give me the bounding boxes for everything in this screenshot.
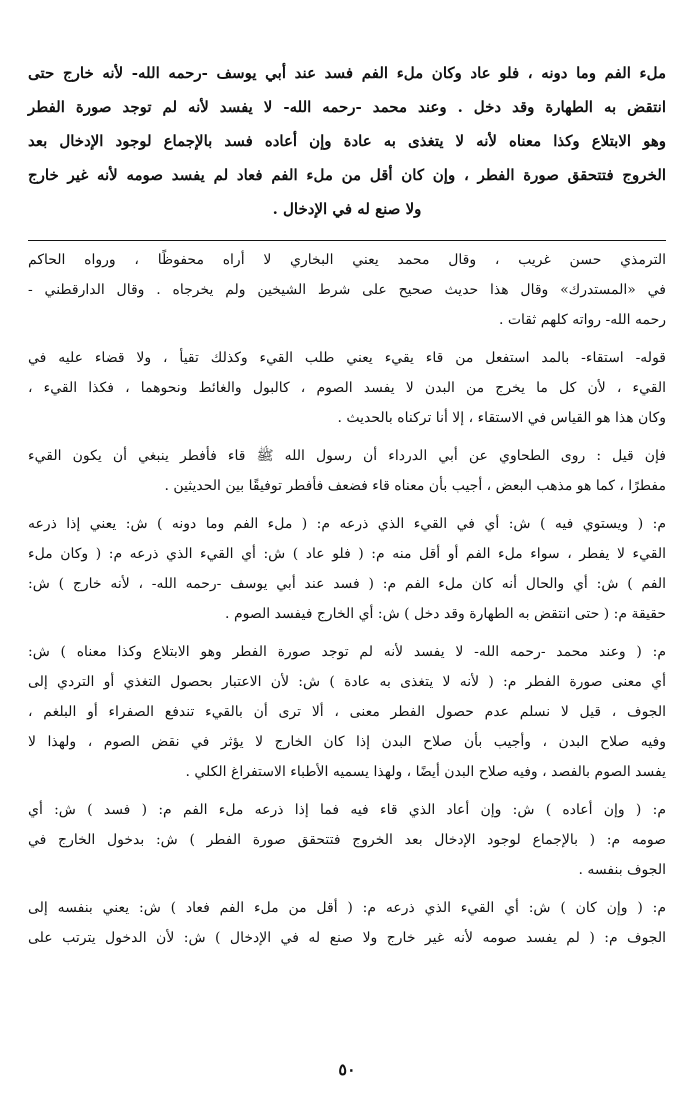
main-line: ولا صنع له في الإدخال . — [272, 200, 422, 218]
commentary-line: أي معنى صورة الفطر م: ( لأنه لا يتغذى به عادة ) ش: لأن الاعتبار بحصول التغذي أو التردي إلى — [28, 674, 666, 690]
commentary-line: الترمذي حسن غريب ، وقال محمد يعني البخاري لا أراه محفوظًا ، ورواه الحاكم — [28, 252, 666, 268]
commentary-line: صومه م: ( بالإجماع لوجود الإدخال بعد الخروج فتتحقق صورة الفطر ) ش: بدخول الخارج في — [28, 832, 666, 848]
commentary-paragraph — [28, 795, 666, 885]
commentary-paragraph — [28, 343, 666, 433]
commentary-line: م: ( وعند محمد -رحمه الله- لا يفسد لأنه لم توجد صورة الفطر وهو الابتلاع وكذا معناه ) ش: — [28, 644, 666, 660]
commentary-line: مفطرًا ، كما هو مذهب البعض ، أجيب بأن معناه قاء فضعف فأفطر توفيقًا بين الحديثين . — [164, 478, 666, 494]
commentary — [28, 245, 666, 961]
commentary-line: الجوف م: ( لم يفسد صومه لأنه غير خارج ولا صنع له في الإدخال ) ش: لأن الدخول يترتب على — [28, 930, 666, 946]
main-line: ملء الفم وما دونه ، فلو عاد وكان ملء الفم فسد عند أبي يوسف -رحمه الله- لأنه خارج حتى — [28, 64, 666, 82]
commentary-line: القيء ، لأن كل ما يخرج من البدن لا يفسد الصوم ، كالبول والغائط ونحوهما ، فكذا القيء ، — [28, 380, 666, 396]
commentary-line: القيء لا يفطر ، سواء ملء الفم أو أقل منه م: ( فلو عاد ) ش: أي القيء الذي ذرعه م: ( وكان ملء — [28, 546, 666, 562]
commentary-paragraph — [28, 509, 666, 629]
main-line: انتقض به الطهارة وقد دخل . وعند محمد -رحمه الله- لا يفسد لأنه لم توجد صورة الفطر — [28, 98, 666, 116]
commentary-line: رحمه الله- رواته كلهم ثقات . — [498, 312, 666, 328]
commentary-paragraph — [28, 893, 666, 953]
commentary-line: م: ( ويستوي فيه ) ش: أي في القيء الذي ذرعه م: ( ملء الفم وما دونه ) ش: يعني إذا ذرعه — [28, 516, 666, 532]
main-line: الخروج فتتحقق صورة الفطر ، وإن كان أقل من ملء الفم فعاد لم يفسد صومه لأنه غير خارج — [28, 166, 666, 184]
main-line: وهو الابتلاع وكذا معناه لأنه لا يتغذى به عادة وإن أعاده فسد بالإجماع لوجود الإدخال بعد — [28, 132, 666, 150]
commentary-paragraph — [28, 441, 666, 501]
commentary-line: م: ( وإن كان ) ش: أي القيء الذي ذرعه م: ( أقل من ملء الفم فعاد ) ش: يعني بنفسه إلى — [28, 900, 666, 916]
commentary-line: حقيقة م: ( حتى انتقض به الطهارة وقد دخل ) ش: أي الخارج فيفسد الصوم . — [225, 606, 666, 622]
commentary-line: وكان هذا هو القياس في الاستقاء ، إلا أنا تركناه بالحديث . — [337, 410, 666, 426]
commentary-line: وفيه صلاح البدن ، وأجيب بأن صلاح البدن إذا كان الخارج لا يؤثر في نقض الصوم ، ولهذا لا — [28, 734, 666, 750]
commentary-line: فإن قيل : روى الطحاوي عن أبي الدرداء أن رسول الله ﷺ قاء فأفطر ينبغي أن يكون القيء — [28, 448, 666, 464]
commentary-line: الجوف ، قيل لا نسلم عدم حصول الفطر معنى ، ألا ترى أن بالقيء تندفع الصفراء أو البلغم ، — [28, 704, 666, 720]
main-text — [28, 56, 666, 226]
commentary-line: الجوف بنفسه . — [578, 862, 666, 878]
commentary-paragraph — [28, 637, 666, 787]
commentary-line: في «المستدرك» وقال هذا حديث صحيح على شرط الشيخين ولم يخرجاه . وقال الدارقطني - — [28, 282, 666, 298]
commentary-line: يفسد الصوم بالفصد ، وفيه صلاح البدن أيضًا ، ولهذا يسميه الأطباء الاستفراغ الكلي . — [185, 764, 666, 780]
commentary-line: م: ( وإن أعاده ) ش: وإن أعاد الذي قاء فيه فما إذا ذرعه ملء الفم م: ( فسد ) ش: أي — [28, 802, 666, 818]
separator-rule — [28, 240, 666, 241]
commentary-line: الفم ) ش: أي والحال أنه كان ملء الفم م: ( فسد عند أبي يوسف -رحمه الله- ، لأنه خارج ) ش: — [28, 576, 666, 592]
commentary-paragraph — [28, 245, 666, 335]
commentary-line: قوله- استقاء- بالمد استفعل من قاء يقيء يعني طلب القيء وكذلك تقيأ ، ولا قضاء عليه في — [28, 350, 666, 366]
page-number: ٥٠ — [338, 1060, 356, 1079]
